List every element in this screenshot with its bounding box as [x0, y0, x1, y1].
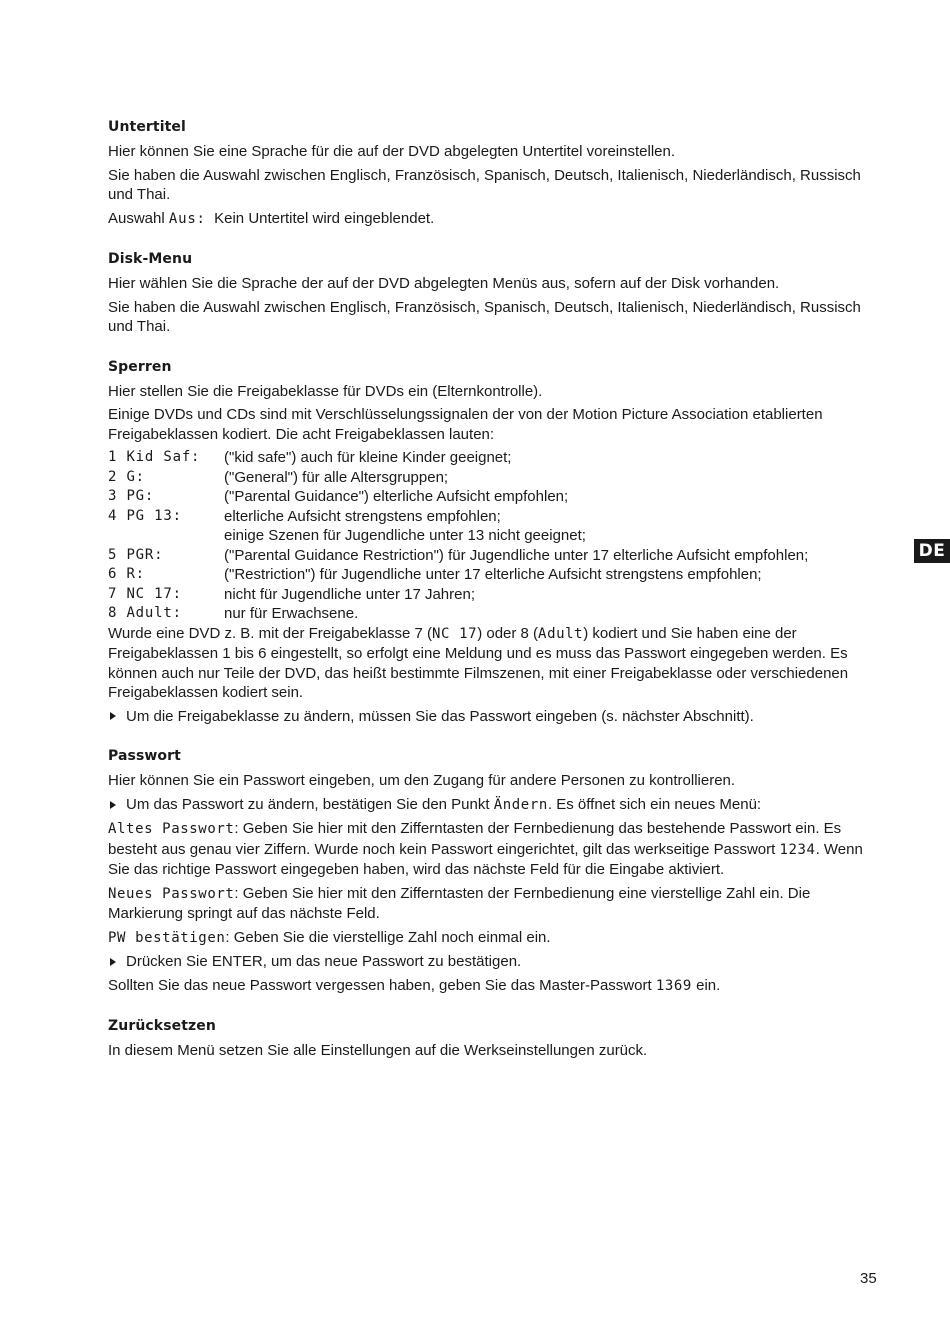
section-heading: Disk-Menu	[108, 251, 193, 267]
rating-list	[108, 448, 888, 624]
rating-desc: ("Restriction") für Jugendliche unter 17 elterliche Aufsicht strengstens empfohlen;	[224, 566, 762, 583]
rating-desc: einige Szenen für Jugendliche unter 13 nicht geeignet;	[224, 527, 586, 544]
section-heading: Zurücksetzen	[108, 1018, 216, 1034]
rating-key: 5 PGR:	[108, 546, 164, 563]
password-code: 1369	[655, 977, 692, 994]
triangle-bullet-icon	[108, 795, 126, 816]
instruction-text: Um die Freigabeklasse zu ändern, müssen Sie das Passwort eingeben (s. nächster Abschnitt).	[126, 707, 754, 725]
paragraph	[108, 928, 888, 949]
rating-row	[108, 546, 888, 566]
menu-option-code: Aus:	[168, 210, 206, 227]
rating-desc: elterliche Aufsicht strengstens empfohlen;	[224, 507, 501, 525]
rating-key: 1 Kid Saf:	[108, 449, 201, 465]
rating-code: Adult	[538, 625, 584, 642]
page-number: 35	[860, 1270, 877, 1287]
rating-desc: ("General") für alle Altersgruppen;	[224, 468, 449, 486]
section-zuruecksetzen	[108, 1017, 888, 1061]
rating-row	[108, 604, 888, 624]
rating-key	[108, 526, 224, 546]
section-sperren	[108, 358, 888, 727]
rating-desc: nicht für Jugendliche unter 17 Jahren;	[224, 585, 475, 603]
triangle-bullet-icon	[108, 952, 126, 972]
rating-row	[108, 526, 888, 546]
text: Auswahl	[108, 209, 169, 227]
text: ) oder 8 (	[477, 624, 539, 642]
section-disk-menu	[108, 250, 888, 337]
instruction-step	[108, 952, 888, 972]
rating-key: 7 NC 17:	[108, 585, 182, 602]
rating-row	[108, 468, 888, 488]
text: Drücken Sie	[126, 953, 212, 970]
rating-row	[108, 585, 888, 605]
paragraph: Hier können Sie eine Sprache für die auf der DVD abgelegten Untertitel voreinstellen.	[108, 143, 675, 160]
menu-field-code: Altes Passwort	[108, 821, 235, 837]
rating-key: 2 G:	[108, 468, 145, 485]
text: ein.	[691, 976, 721, 994]
text: . Es öffnet sich ein neues Menü:	[547, 795, 762, 813]
text: Sollten Sie das neue Passwort vergessen haben, geben Sie das Master-Passwort	[108, 976, 656, 994]
instruction-text	[126, 952, 521, 972]
section-passwort	[108, 747, 888, 996]
paragraph: Hier stellen Sie die Freigabeklasse für DVDs ein (Elternkontrolle).	[108, 382, 543, 400]
rating-row	[108, 565, 888, 585]
text: Um das Passwort zu ändern, bestätigen Sie den Punkt	[126, 795, 494, 813]
text: : Geben Sie hier mit den Zifferntasten der Fernbedienung das bestehende Passwort ein. Es besteht aus genau vier Ziffern. Wurde noch kein Passwort eingerichtet, gilt das werkseitige Passwort	[108, 820, 842, 858]
rating-key: 3 PG:	[108, 488, 155, 504]
text: Wurde eine DVD z. B. mit der Freigabeklasse 7 (	[108, 624, 433, 642]
rating-row	[108, 507, 888, 527]
section-untertitel	[108, 118, 888, 229]
section-heading: Untertitel	[108, 119, 186, 135]
rating-desc: ("Parental Guidance") elterliche Aufsicht empfohlen;	[224, 488, 569, 505]
instruction-text	[126, 795, 761, 816]
instruction-step	[108, 707, 888, 727]
rating-key: 8 Adult:	[108, 605, 182, 621]
menu-field-code: PW bestätigen	[108, 929, 226, 946]
text: : Geben Sie hier mit den Zifferntasten der Fernbedienung eine vierstellige Zahl ein. Die Markierung springt auf das nächste Feld.	[108, 884, 811, 922]
rating-row	[108, 448, 888, 468]
rating-key: 4 PG 13:	[108, 507, 182, 524]
paragraph	[108, 624, 888, 703]
paragraph	[108, 819, 888, 880]
rating-row	[108, 487, 888, 507]
paragraph: Hier wählen Sie die Sprache der auf der DVD abgelegten Menüs aus, sofern auf der Disk vorhanden.	[108, 275, 780, 292]
text: : Geben Sie die vierstellige Zahl noch einmal ein.	[225, 928, 551, 946]
text: Kein Untertitel wird eingeblendet.	[205, 209, 435, 227]
menu-item-code: Ändern	[493, 796, 548, 813]
paragraph: Hier können Sie ein Passwort eingeben, um den Zugang für andere Personen zu kontrollieren.	[108, 772, 736, 789]
paragraph: In diesem Menü setzen Sie alle Einstellungen auf die Werkseinstellungen zurück.	[108, 1042, 648, 1059]
language-tab: DE	[914, 539, 950, 563]
paragraph: Sie haben die Auswahl zwischen Englisch, Französisch, Spanisch, Deutsch, Italienisch, Niederländisch, Russisch und Thai.	[108, 166, 861, 203]
paragraph: Einige DVDs und CDs sind mit Verschlüsselungssignalen der von der Motion Picture Association etablierten Freigabeklassen kodiert. Die acht Freigabeklassen lauten:	[108, 406, 823, 443]
text: , um das neue Passwort zu bestätigen.	[262, 953, 522, 970]
section-heading: Sperren	[108, 358, 172, 375]
text: ) kodiert und Sie haben eine der Freigabeklassen 1 bis 6 eingestellt, so erfolgt eine Meldung und es muss das Passwort eingegeben werden. Es können auch nur Teile der DVD, das heißt bestimmte Filmszenen, mit einer Freigabeklasse oder verschiedenen Freigabeklassen kodiert sein.	[108, 624, 849, 701]
password-code: 1234	[779, 841, 816, 858]
section-heading: Passwort	[108, 748, 181, 764]
rating-code: NC 17	[432, 625, 478, 642]
key-name: ENTER	[211, 953, 263, 970]
rating-key: 6 R:	[108, 566, 145, 582]
paragraph	[108, 209, 888, 230]
rating-desc: nur für Erwachsene.	[224, 605, 359, 622]
menu-field-code: Neues Passwort	[108, 885, 235, 902]
rating-desc: ("kid safe") auch für kleine Kinder geeignet;	[224, 449, 512, 466]
paragraph	[108, 976, 888, 997]
rating-desc: ("Parental Guidance Restriction") für Jugendliche unter 17 elterliche Aufsicht empfohlen;	[224, 546, 809, 564]
triangle-bullet-icon	[108, 707, 126, 727]
manual-page-content	[108, 118, 888, 1082]
paragraph: Sie haben die Auswahl zwischen Englisch, Französisch, Spanisch, Deutsch, Italienisch, Niederländisch, Russisch und Thai.	[108, 298, 861, 335]
text: . Wenn Sie das richtige Passwort eingegeben haben, wird das nächste Feld für die Eingabe aktiviert.	[108, 840, 863, 878]
instruction-step	[108, 795, 888, 816]
paragraph	[108, 884, 888, 924]
